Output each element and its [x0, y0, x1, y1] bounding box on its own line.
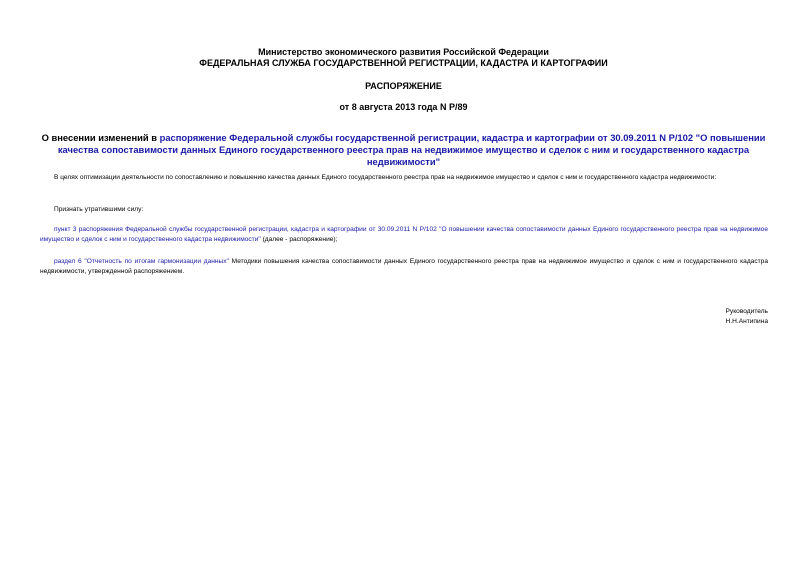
paragraph-item-2 [40, 257, 768, 277]
document-title [40, 132, 767, 168]
document-date: от 8 августа 2013 года N Р/89 [339, 102, 468, 112]
item-2-link[interactable]: раздел 6 "Отчетность по итогам гармонизации данных" [54, 258, 229, 265]
document-type: РАСПОРЯЖЕНИЕ [365, 81, 442, 91]
signature-name: Н.Н.Антипина [725, 318, 768, 325]
service-name: ФЕДЕРАЛЬНАЯ СЛУЖБА ГОСУДАРСТВЕННОЙ РЕГИСТРАЦИИ, КАДАСТРА И КАРТОГРАФИИ [199, 58, 608, 68]
title-prefix: О внесении изменений в [41, 132, 160, 143]
paragraph-item-1 [40, 225, 768, 245]
item-2-tail: Методики повышения качества сопоставимости данных Единого государственного реестра прав на недвижимое имущество и сделок с ним и государственного кадастра недвижимости, утвержденной распоряжением. [40, 258, 768, 275]
ministry-name: Министерство экономического развития Российской Федерации [258, 47, 549, 57]
signature-position: Руководитель [725, 308, 768, 315]
item-1-link[interactable]: пункт 3 распоряжения Федеральной службы государственной регистрации, кадастра и картографии от 30.09.2011 N Р/102 "О повышении качества сопоставимости данных Единого государственного реестра прав на недвижимое имущество и сделок с ним и государственного кадастра недвижимости" [40, 226, 768, 243]
item-1-tail: (далее - распоряжение); [260, 236, 338, 243]
paragraph-preamble: В целях оптимизации деятельности по сопоставлению и повышению качества данных Единого государственного реестра прав на недвижимое имущество и сделок с ним и государственного кадастра недвижимости: [54, 174, 717, 181]
title-link[interactable]: распоряжение Федеральной службы государственной регистрации, кадастра и картографии от 30.09.2011 N Р/102 "О повышении качества сопоставимости данных Единого государственного реестра прав на недвижимое имущество и сделок с ним и государственного кадастра недвижимости" [57, 132, 766, 167]
paragraph-repeal: Признать утратившими силу: [54, 206, 144, 213]
